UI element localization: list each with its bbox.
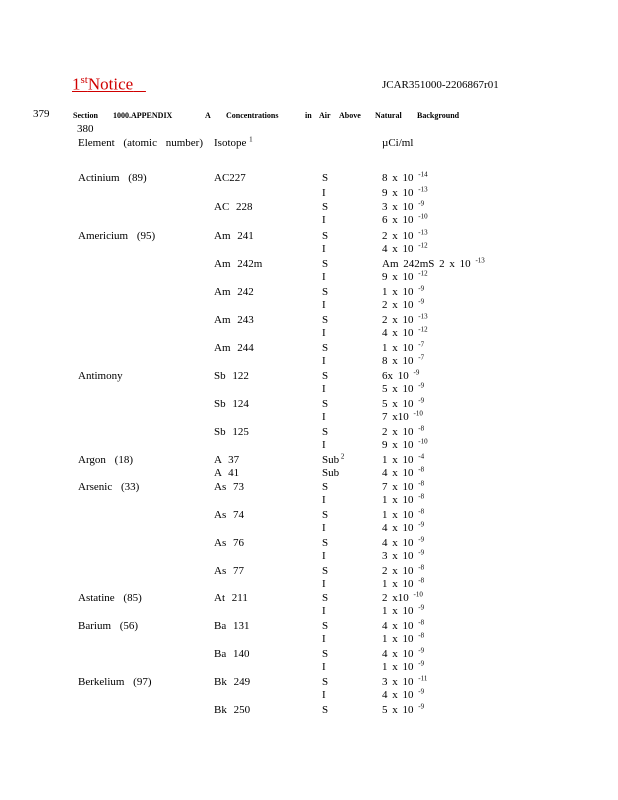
table-row <box>0 550 618 563</box>
element-name: Arsenic (33) <box>78 481 140 493</box>
table-row <box>0 676 618 689</box>
table-row <box>0 481 618 494</box>
exponent: -13 <box>418 312 428 321</box>
solubility-class: I <box>322 327 326 339</box>
exponent: -9 <box>418 535 425 544</box>
exponent: -8 <box>418 563 425 572</box>
solubility-class: I <box>322 439 326 451</box>
concentration-value: 1 x 10 $^{-9}$ <box>382 284 425 298</box>
table-row <box>0 299 618 312</box>
isotope-name: As 74 <box>214 509 244 521</box>
solubility-class: S <box>322 286 329 298</box>
exponent: -8 <box>418 618 425 627</box>
table-row <box>0 258 618 271</box>
table-row <box>0 537 618 550</box>
table-row <box>0 327 618 340</box>
table-row <box>0 214 618 227</box>
exponent: -7 <box>418 340 425 349</box>
solubility-class: I <box>322 299 326 311</box>
column-header-unit: µCi/ml <box>382 137 414 149</box>
concentration-value: 4 x 10 $^{-9}$ <box>382 535 425 549</box>
concentration-value: 4 x 10 $^{-9}$ <box>382 687 425 701</box>
exponent: -8 <box>418 424 425 433</box>
solubility-class: I <box>322 243 326 255</box>
concentration-value: 2 x 10 $^{-13}$ <box>382 228 428 242</box>
table-row <box>0 620 618 633</box>
isotope-name: Bk 249 <box>214 676 251 688</box>
table-row <box>0 271 618 284</box>
concentration-value: 4 x 10 $^{-9}$ <box>382 520 425 534</box>
solubility-class: I <box>322 494 326 506</box>
table-row <box>0 314 618 327</box>
table-row <box>0 342 618 355</box>
exponent: -9 <box>418 646 425 655</box>
isotope-name: Sb 124 <box>214 398 249 410</box>
isotope-name: Am 242m <box>214 258 263 270</box>
concentration-value: 9 x 10 $^{-12}$ <box>382 269 428 283</box>
exponent: -9 <box>418 381 425 390</box>
solubility-class: S <box>322 172 329 184</box>
table-row <box>0 370 618 383</box>
solubility-class: S <box>322 426 329 438</box>
exponent: -10 <box>413 590 423 599</box>
solubility-class: S <box>322 592 329 604</box>
exponent: -9 <box>418 199 425 208</box>
isotope-name: Sb 125 <box>214 426 249 438</box>
footnote-marker: 2 <box>339 452 345 461</box>
solubility-class: I <box>322 633 326 645</box>
table-row <box>0 648 618 661</box>
solubility-class: S <box>322 398 329 410</box>
solubility-class: I <box>322 187 326 199</box>
element-name: Actinium (89) <box>78 172 147 184</box>
exponent: -9 <box>418 396 425 405</box>
exponent: -8 <box>418 631 425 640</box>
concentration-value: 9 x 10 $^{-10}$ <box>382 437 428 451</box>
concentration-value: 1 x 10 $^{-9}$ <box>382 659 425 673</box>
section-word: A <box>205 111 211 120</box>
notice-text: Notice <box>87 74 134 94</box>
solubility-class: I <box>322 214 326 226</box>
exponent: -7 <box>418 353 425 362</box>
column-header-isotope <box>214 137 253 149</box>
isotope-name: A 37 <box>214 454 240 466</box>
exponent: -8 <box>418 492 425 501</box>
concentration-value: 4 x 10 $^{-12}$ <box>382 241 428 255</box>
column-header-element: Element (atomic number) <box>78 137 204 149</box>
isotope-name: Am 243 <box>214 314 254 326</box>
element-name: Berkelium (97) <box>78 676 152 688</box>
notice-suffix: st <box>80 74 88 86</box>
concentration-value: 2 x10 $^{-10}$ <box>382 590 423 604</box>
isotope-name: At 211 <box>214 592 248 604</box>
concentration-value: 5 x 10 $^{-9}$ <box>382 702 425 716</box>
exponent: -10 <box>413 409 423 418</box>
table-row <box>0 426 618 439</box>
exponent: -8 <box>418 576 425 585</box>
notice-heading <box>72 74 146 95</box>
solubility-class: Sub $^2$ <box>322 452 345 466</box>
exponent: -13 <box>475 256 485 265</box>
concentration-value: 3 x 10 $^{-9}$ <box>382 548 425 562</box>
concentration-value: 8 x 10 $^{-7}$ <box>382 353 425 367</box>
solubility-class: I <box>322 578 326 590</box>
solubility-class: S <box>322 509 329 521</box>
exponent: -13 <box>418 228 428 237</box>
exponent: -12 <box>418 325 428 334</box>
concentration-value: 6x 10 $^{-9}$ <box>382 368 420 382</box>
solubility-class: S <box>322 258 329 270</box>
concentration-value: 1 x 10 $^{-9}$ <box>382 603 425 617</box>
exponent: -12 <box>418 269 428 278</box>
solubility-class: S <box>322 370 329 382</box>
element-name: Astatine (85) <box>78 592 142 604</box>
exponent: -9 <box>418 284 425 293</box>
solubility-class: S <box>322 537 329 549</box>
exponent: -4 <box>418 452 425 461</box>
isotope-name: Sb 122 <box>214 370 249 382</box>
table-row <box>0 522 618 535</box>
isotope-name: As 73 <box>214 481 244 493</box>
concentration-value: Am 242mS 2 x 10 $^{-13}$ <box>382 256 485 270</box>
table-row <box>0 509 618 522</box>
section-word: Air <box>319 111 331 120</box>
solubility-class: S <box>322 704 329 716</box>
table-row <box>0 605 618 618</box>
isotope-name: Am 241 <box>214 230 254 242</box>
exponent: -9 <box>418 687 425 696</box>
exponent: -9 <box>418 548 425 557</box>
solubility-class: I <box>322 271 326 283</box>
document-id: JCAR351000-2206867r01 <box>382 79 499 91</box>
solubility-class: I <box>322 605 326 617</box>
concentration-value: 1 x 10 $^{-7}$ <box>382 340 425 354</box>
exponent: -12 <box>418 241 428 250</box>
concentration-value: 7 x10 $^{-10}$ <box>382 409 423 423</box>
element-name: Barium (56) <box>78 620 139 632</box>
solubility-class: I <box>322 522 326 534</box>
exponent: -14 <box>418 170 428 179</box>
isotope-name: Ba 140 <box>214 648 250 660</box>
isotope-name: Ba 131 <box>214 620 250 632</box>
solubility-class: S <box>322 201 329 213</box>
concentration-value: 4 x 10 $^{-9}$ <box>382 646 425 660</box>
isotope-name: As 77 <box>214 565 244 577</box>
page-number: 380 <box>77 123 94 135</box>
table-row <box>0 398 618 411</box>
exponent: -9 <box>418 603 425 612</box>
exponent: -9 <box>418 659 425 668</box>
concentration-value: 1 x 10 $^{-8}$ <box>382 631 425 645</box>
exponent: -9 <box>418 520 425 529</box>
section-word: Background <box>417 111 460 120</box>
concentration-value: 2 x 10 $^{-8}$ <box>382 563 425 577</box>
concentration-value: 5 x 10 $^{-9}$ <box>382 381 425 395</box>
concentration-value: 1 x 10 $^{-8}$ <box>382 492 425 506</box>
section-word: Above <box>339 111 361 120</box>
isotope-name: Am 244 <box>214 342 254 354</box>
isotope-label: Isotope <box>214 137 247 149</box>
isotope-name: As 76 <box>214 537 244 549</box>
solubility-class: I <box>322 383 326 395</box>
table-row <box>0 467 618 480</box>
isotope-name: AC227 <box>214 172 246 184</box>
solubility-class: S <box>322 676 329 688</box>
table-row <box>0 689 618 702</box>
exponent: -8 <box>418 479 425 488</box>
element-name: Argon (18) <box>78 454 133 466</box>
concentration-value: 3 x 10 $^{-9}$ <box>382 199 425 213</box>
concentration-value: 1 x 10 $^{-8}$ <box>382 576 425 590</box>
exponent: -9 <box>418 297 425 306</box>
exponent: -10 <box>418 212 428 221</box>
concentration-value: 2 x 10 $^{-9}$ <box>382 297 425 311</box>
exponent: -8 <box>418 507 425 516</box>
table-row <box>0 286 618 299</box>
exponent: -8 <box>418 465 425 474</box>
concentration-value: 5 x 10 $^{-9}$ <box>382 396 425 410</box>
solubility-class: S <box>322 342 329 354</box>
concentration-value: 9 x 10 $^{-13}$ <box>382 185 428 199</box>
table-row <box>0 187 618 200</box>
solubility-class: S <box>322 481 329 493</box>
table-row <box>0 355 618 368</box>
isotope-name: A 41 <box>214 467 240 479</box>
exponent: -9 <box>418 702 425 711</box>
solubility-class: S <box>322 230 329 242</box>
section-word: Section <box>73 111 98 120</box>
table-row <box>0 565 618 578</box>
concentration-value: 3 x 10 $^{-11}$ <box>382 674 428 688</box>
table-row <box>0 494 618 507</box>
concentration-value: 4 x 10 $^{-8}$ <box>382 618 425 632</box>
solubility-class: S <box>322 565 329 577</box>
table-row <box>0 172 618 185</box>
element-name: Americium (95) <box>78 230 156 242</box>
table-row <box>0 633 618 646</box>
solubility-class: I <box>322 411 326 423</box>
table-row <box>0 578 618 591</box>
concentration-value: 1 x 10 $^{-4}$ <box>382 452 425 466</box>
exponent: -9 <box>413 368 420 377</box>
section-word: 1000.APPENDIX <box>113 111 173 120</box>
concentration-value: 7 x 10 $^{-8}$ <box>382 479 425 493</box>
footnote-marker: 1 <box>249 135 253 144</box>
solubility-class: S <box>322 648 329 660</box>
exponent: -13 <box>418 185 428 194</box>
table-row <box>0 243 618 256</box>
element-name: Antimony <box>78 370 123 382</box>
table-row <box>0 439 618 452</box>
concentration-value: 4 x 10 $^{-8}$ <box>382 465 425 479</box>
isotope-name: Am 242 <box>214 286 254 298</box>
table-row <box>0 411 618 424</box>
concentration-value: 1 x 10 $^{-8}$ <box>382 507 425 521</box>
isotope-name: Bk 250 <box>214 704 251 716</box>
line-number: 379 <box>33 108 50 120</box>
exponent: -10 <box>418 437 428 446</box>
table-row <box>0 592 618 605</box>
table-row <box>0 230 618 243</box>
concentration-value: 4 x 10 $^{-12}$ <box>382 325 428 339</box>
solubility-class: Sub <box>322 467 340 479</box>
concentration-value: 8 x 10 $^{-14}$ <box>382 170 428 184</box>
section-word: Natural <box>375 111 402 120</box>
solubility-class: S <box>322 620 329 632</box>
section-word: in <box>305 111 312 120</box>
table-row <box>0 454 618 467</box>
isotope-name: AC 228 <box>214 201 253 213</box>
concentration-value: 6 x 10 $^{-10}$ <box>382 212 428 226</box>
solubility-class: I <box>322 355 326 367</box>
table-row <box>0 704 618 717</box>
table-row <box>0 201 618 214</box>
concentration-value: 2 x 10 $^{-8}$ <box>382 424 425 438</box>
solubility-class: I <box>322 689 326 701</box>
exponent: -11 <box>418 674 428 683</box>
section-word: Concentrations <box>226 111 279 120</box>
solubility-class: S <box>322 314 329 326</box>
concentration-value: 2 x 10 $^{-13}$ <box>382 312 428 326</box>
table-row <box>0 661 618 674</box>
notice-number: 1 <box>72 74 81 94</box>
solubility-class: I <box>322 661 326 673</box>
solubility-class: I <box>322 550 326 562</box>
table-row <box>0 383 618 396</box>
